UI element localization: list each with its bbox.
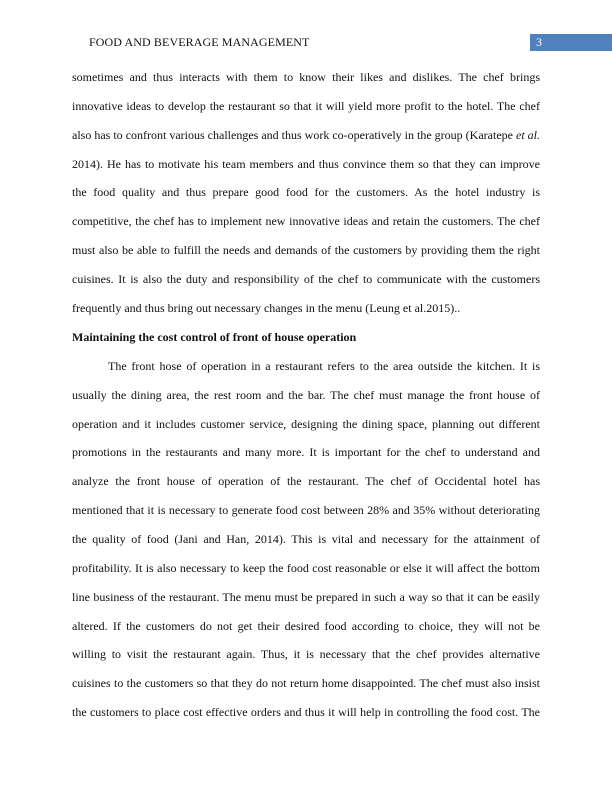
text-line: profitability. It is also necessary to keep the food cost reasonable or else it will affect the bottom [72, 560, 540, 575]
page-number: 3 [530, 34, 612, 51]
document-body [72, 63, 540, 727]
text-line: innovative ideas to develop the restaurant so that it will yield more profit to the hotel. The chef [72, 98, 540, 113]
paragraph-1 [72, 63, 540, 323]
paragraph-2 [72, 352, 540, 727]
text-line: promotions in the restaurants and many more. It is important for the chef to understand and [72, 445, 540, 460]
text-line: analyze the front house of operation of the restaurant. The chef of Occidental hotel has [72, 474, 540, 489]
text-line: mentioned that it is necessary to generate food cost between 28% and 35% without deteriorating [72, 503, 540, 518]
text-line: must also be able to fulfill the needs and demands of the customers by providing them the right [72, 243, 540, 258]
text-line: usually the dining area, the rest room and the bar. The chef must manage the front house of [72, 387, 540, 402]
text-line: cuisines. It is also the duty and responsibility of the chef to communicate with the customers [72, 271, 540, 286]
section-heading: Maintaining the cost control of front of house operation [72, 330, 357, 345]
text-line: the food quality and thus prepare good food for the customers. As the hotel industry is [72, 185, 540, 200]
text-line: The front hose of operation in a restaurant refers to the area outside the kitchen. It is [108, 358, 540, 373]
running-header-title: FOOD AND BEVERAGE MANAGEMENT [89, 35, 310, 49]
text-line: operation and it includes customer service, designing the dining space, planning out different [72, 416, 540, 431]
text-line: 2014). He has to motivate his team members and thus convince them so that they can improve [72, 156, 540, 171]
text-line: competitive, the chef has to implement new innovative ideas and retain the customers. The chef [72, 214, 540, 229]
text-line: frequently and thus bring out necessary changes in the menu (Leung et al.2015).. [72, 300, 461, 315]
text-line: altered. If the customers do not get their desired food according to choice, they will not be [72, 618, 540, 633]
text-line: the quality of food (Jani and Han, 2014). This is vital and necessary for the attainment of [72, 532, 540, 546]
text-run: also has to confront various challenges and thus work co-operatively in the group (Karatepe [72, 127, 516, 142]
citation-italic: et al. [516, 127, 540, 142]
text-line: sometimes and thus interacts with them to know their likes and dislikes. The chef brings [72, 70, 540, 84]
text-line: line business of the restaurant. The menu must be prepared in such a way so that it can be easily [72, 589, 540, 604]
text-line: cuisines to the customers so that they do not return home disappointed. The chef must also insist [72, 676, 540, 691]
text-line: the customers to place cost effective orders and thus it will help in controlling the food cost. The [72, 705, 540, 720]
text-line: willing to visit the restaurant again. Thus, it is necessary that the chef provides alternative [72, 647, 540, 662]
text-line [72, 121, 540, 150]
